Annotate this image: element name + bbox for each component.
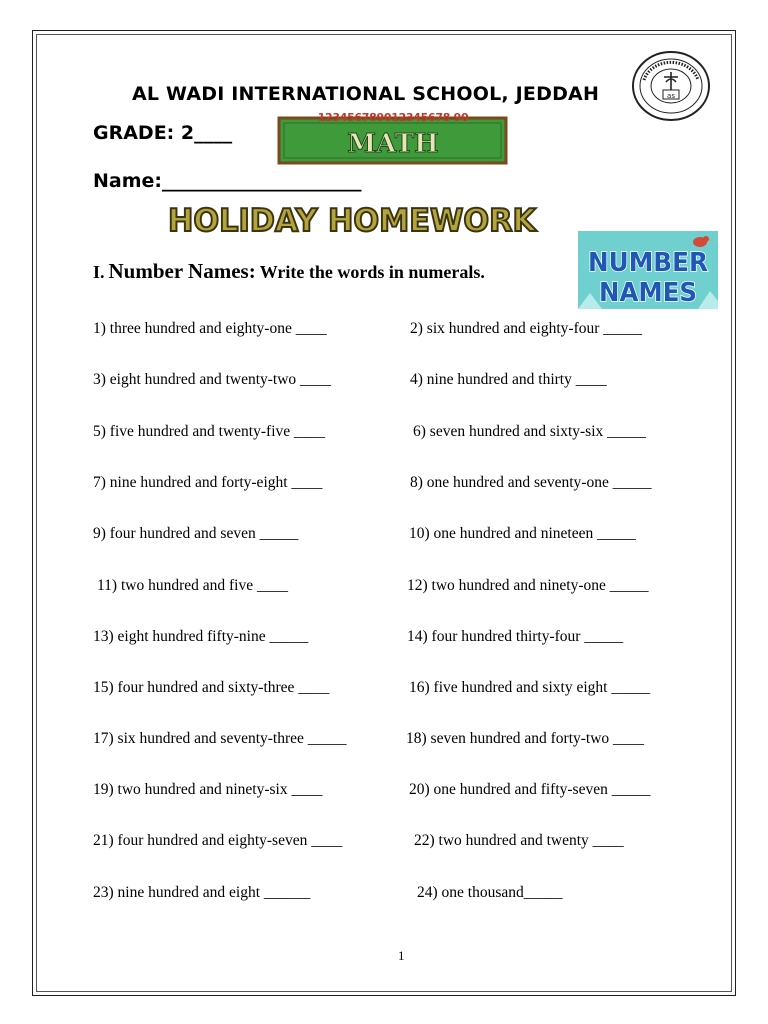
holiday-homework-text: HOLIDAY HOMEWORK: [168, 203, 537, 239]
number-names-line2: NAMES: [599, 278, 697, 308]
holiday-homework-banner: [165, 193, 540, 245]
question-13: 13) eight hundred fifty-nine _____: [93, 628, 309, 645]
question-6: 6) seven hundred and sixty-six _____: [413, 423, 646, 440]
question-17: 17) six hundred and seventy-three _____: [93, 730, 347, 747]
section-heading: [93, 259, 485, 284]
math-word: MATH: [347, 129, 439, 159]
question-24: 24) one thousand_____: [417, 884, 563, 901]
question-3: 3) eight hundred and twenty-two ____: [93, 371, 332, 388]
section-number: I.: [93, 262, 105, 282]
question-7: 7) nine hundred and forty-eight ____: [93, 474, 323, 491]
number-names-line1: NUMBER: [588, 248, 708, 278]
question-15: 15) four hundred and sixty-three ____: [93, 679, 330, 696]
question-18: 18) seven hundred and forty-two ____: [406, 730, 645, 747]
question-14: 14) four hundred thirty-four _____: [407, 628, 624, 645]
question-11: 11) two hundred and five ____: [97, 577, 288, 594]
number-names-badge: [578, 231, 718, 309]
question-5: 5) five hundred and twenty-five ____: [93, 423, 326, 440]
section-title: Number Names:: [108, 259, 256, 283]
question-12: 12) two hundred and ninety-one _____: [407, 577, 649, 594]
question-9: 9) four hundred and seven _____: [93, 525, 299, 542]
school-seal-icon: [630, 50, 712, 122]
question-2: 2) six hundred and eighty-four _____: [410, 320, 643, 337]
question-19: 19) two hundred and ninety-six ____: [93, 781, 323, 798]
name-field: Name:_____________________: [93, 170, 362, 192]
math-numbers-strip: 123456789012345678 90: [317, 111, 469, 124]
svg-text:as: as: [667, 92, 675, 100]
question-22: 22) two hundred and twenty ____: [414, 832, 624, 849]
school-name: AL WADI INTERNATIONAL SCHOOL, JEDDAH: [132, 83, 600, 105]
question-21: 21) four hundred and eighty-seven ____: [93, 832, 343, 849]
question-20: 20) one hundred and fifty-seven _____: [409, 781, 651, 798]
section-instruction: Write the words in numerals.: [259, 262, 485, 282]
question-23: 23) nine hundred and eight ______: [93, 884, 311, 901]
question-1: 1) three hundred and eighty-one ____: [93, 320, 327, 337]
math-banner-image: [275, 110, 510, 165]
question-8: 8) one hundred and seventy-one _____: [410, 474, 652, 491]
page-number: 1: [398, 948, 405, 963]
grade-field: GRADE: 2____: [93, 122, 233, 144]
question-10: 10) one hundred and nineteen _____: [409, 525, 636, 542]
question-4: 4) nine hundred and thirty ____: [410, 371, 607, 388]
question-16: 16) five hundred and sixty eight _____: [409, 679, 651, 696]
